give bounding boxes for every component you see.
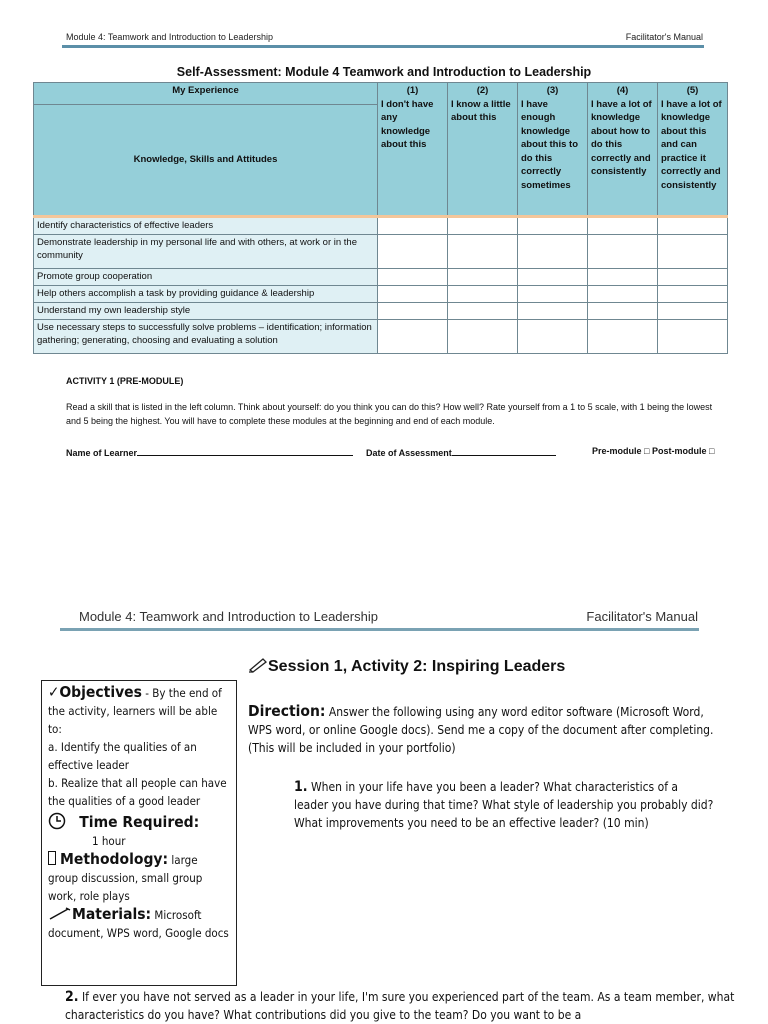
learner-name-field[interactable] <box>66 446 353 458</box>
question-1 <box>294 778 714 832</box>
page2-header-right: Facilitator's Manual <box>586 609 698 624</box>
materials-text: Microsoft document, WPS word, Google docs <box>48 908 229 940</box>
rating-cell[interactable] <box>658 285 728 302</box>
scale-header-1 <box>378 83 448 217</box>
check-icon: ✓ <box>48 683 60 701</box>
rating-cell[interactable] <box>518 217 588 235</box>
page-header-left: Module 4: Teamwork and Introduction to Leadership <box>66 32 273 42</box>
rating-cell[interactable] <box>518 302 588 319</box>
question-1-text: When in your life have you been a leader? What characteristics of a leader you have during that time? What style of leadership you probably did? What improvements you need to be an effective leader? (10 min) <box>294 780 714 830</box>
rating-cell[interactable] <box>588 268 658 285</box>
page-header-right: Facilitator's Manual <box>625 32 703 42</box>
rating-cell[interactable] <box>448 268 518 285</box>
scale-num: (5) <box>686 85 699 96</box>
question-1-number: 1. <box>294 779 308 795</box>
assessment-date-field[interactable] <box>366 446 556 458</box>
rating-cell[interactable] <box>448 319 518 353</box>
scale-desc: I have a lot of knowledge about this and can practice it correctly and consistently <box>661 98 722 191</box>
skill-row-label: Promote group cooperation <box>34 268 378 285</box>
rating-cell[interactable] <box>378 268 448 285</box>
my-experience-header: My Experience <box>34 83 378 105</box>
scale-desc: I know a little about this <box>451 98 511 123</box>
skill-row-label: Use necessary steps to successfully solve problems – identification; information gathering; generating, choosing and evaluating a solution <box>34 319 378 353</box>
rating-cell[interactable] <box>448 285 518 302</box>
pen-icon <box>48 907 72 921</box>
skill-row-label: Understand my own leadership style <box>34 302 378 319</box>
header-divider <box>60 628 699 631</box>
rating-cell[interactable] <box>658 302 728 319</box>
learner-name-label: Name of Learner <box>66 448 138 458</box>
scale-desc: I have enough knowledge about this to do this correctly sometimes <box>521 98 578 191</box>
skill-row-label: Demonstrate leadership in my personal life and with others, at work or in the community <box>34 234 378 268</box>
rating-cell[interactable] <box>518 268 588 285</box>
writing-hand-icon <box>248 657 268 673</box>
session-title <box>248 657 565 676</box>
scale-desc: I have a lot of knowledge about how to do this correctly and consistently <box>591 98 652 177</box>
rating-cell[interactable] <box>378 302 448 319</box>
methodology-text: large group discussion, small group work, role plays <box>48 853 203 903</box>
scale-header-5 <box>658 83 728 217</box>
rating-cell[interactable] <box>658 234 728 268</box>
scale-num: (4) <box>616 85 629 96</box>
time-block <box>48 812 230 832</box>
page-title: Self-Assessment: Module 4 Teamwork and Introduction to Leadership <box>176 65 592 79</box>
methodology-block <box>48 850 230 905</box>
scale-header-3 <box>518 83 588 217</box>
page2-header-left: Module 4: Teamwork and Introduction to Leadership <box>79 609 378 624</box>
rating-cell[interactable] <box>588 217 658 235</box>
activity-info-box <box>41 680 237 986</box>
rating-cell[interactable] <box>518 319 588 353</box>
methodology-label: Methodology: <box>60 850 169 868</box>
rating-cell[interactable] <box>378 234 448 268</box>
assessment-date-line[interactable] <box>452 446 556 456</box>
scale-num: (3) <box>546 85 559 96</box>
assessment-date-label: Date of Assessment <box>366 448 452 458</box>
objectives-block <box>48 683 230 738</box>
learner-name-line[interactable] <box>137 446 353 456</box>
time-value: 1 hour <box>92 834 126 848</box>
rating-cell[interactable] <box>448 217 518 235</box>
materials-label: Materials: <box>72 905 152 923</box>
direction-paragraph <box>248 702 718 757</box>
scale-header-4 <box>588 83 658 217</box>
header-divider <box>62 45 704 48</box>
rating-cell[interactable] <box>378 217 448 235</box>
time-label: Time Required: <box>79 813 200 831</box>
session-title-text: Session 1, Activity 2: Inspiring Leaders <box>268 658 566 675</box>
rating-cell[interactable] <box>588 285 658 302</box>
scale-num: (1) <box>406 85 419 96</box>
objectives-label: Objectives <box>59 683 142 701</box>
question-2 <box>65 988 755 1024</box>
objective-a: a. Identify the qualities of an effective leader <box>48 740 197 772</box>
ksa-header: Knowledge, Skills and Attitudes <box>34 105 378 217</box>
rating-cell[interactable] <box>378 285 448 302</box>
skill-row-label: Identify characteristics of effective leaders <box>34 217 378 235</box>
scale-desc: I don't have any knowledge about this <box>381 98 434 150</box>
rating-cell[interactable] <box>658 319 728 353</box>
rating-cell[interactable] <box>658 268 728 285</box>
question-2-text: If ever you have not served as a leader in your life, I'm sure you experienced part of the team. As a team member, what characteristics do you have? What contributions did you give to the team? Do you want to be a <box>65 990 735 1022</box>
rating-cell[interactable] <box>588 234 658 268</box>
methodology-icon <box>48 851 56 865</box>
question-2-number: 2. <box>65 989 79 1005</box>
rating-cell[interactable] <box>518 234 588 268</box>
materials-block <box>48 905 230 942</box>
rating-cell[interactable] <box>448 302 518 319</box>
rating-cell[interactable] <box>588 319 658 353</box>
objectives-text: - By the end of the activity, learners will be able to: <box>48 686 222 736</box>
scale-num: (2) <box>476 85 489 96</box>
scale-header-2 <box>448 83 518 217</box>
self-assessment-table <box>33 82 728 354</box>
skill-row-label: Help others accomplish a task by providing guidance & leadership <box>34 285 378 302</box>
rating-cell[interactable] <box>658 217 728 235</box>
objective-b: b. Realize that all people can have the qualities of a good leader <box>48 776 227 808</box>
activity-instructions: Read a skill that is listed in the left column. Think about yourself: do you think you can do this? How well? Rate yourself from a 1 to 5 scale, with 1 being the lowest and 5 being the highest. You will have to complete these modules at the beginning and end of each module. <box>66 402 713 426</box>
rating-cell[interactable] <box>448 234 518 268</box>
rating-cell[interactable] <box>588 302 658 319</box>
clock-icon <box>48 812 66 830</box>
rating-cell[interactable] <box>378 319 448 353</box>
activity-title: ACTIVITY 1 (PRE-MODULE) <box>66 376 184 386</box>
direction-text: Answer the following using any word editor software (Microsoft Word, WPS word, or online Google docs). Send me a copy of the document after completing. (This will be included in your portfolio) <box>248 705 714 755</box>
direction-label: Direction: <box>248 702 326 720</box>
rating-cell[interactable] <box>518 285 588 302</box>
pre-post-checkboxes[interactable]: Pre-module □ Post-module □ <box>592 446 715 456</box>
